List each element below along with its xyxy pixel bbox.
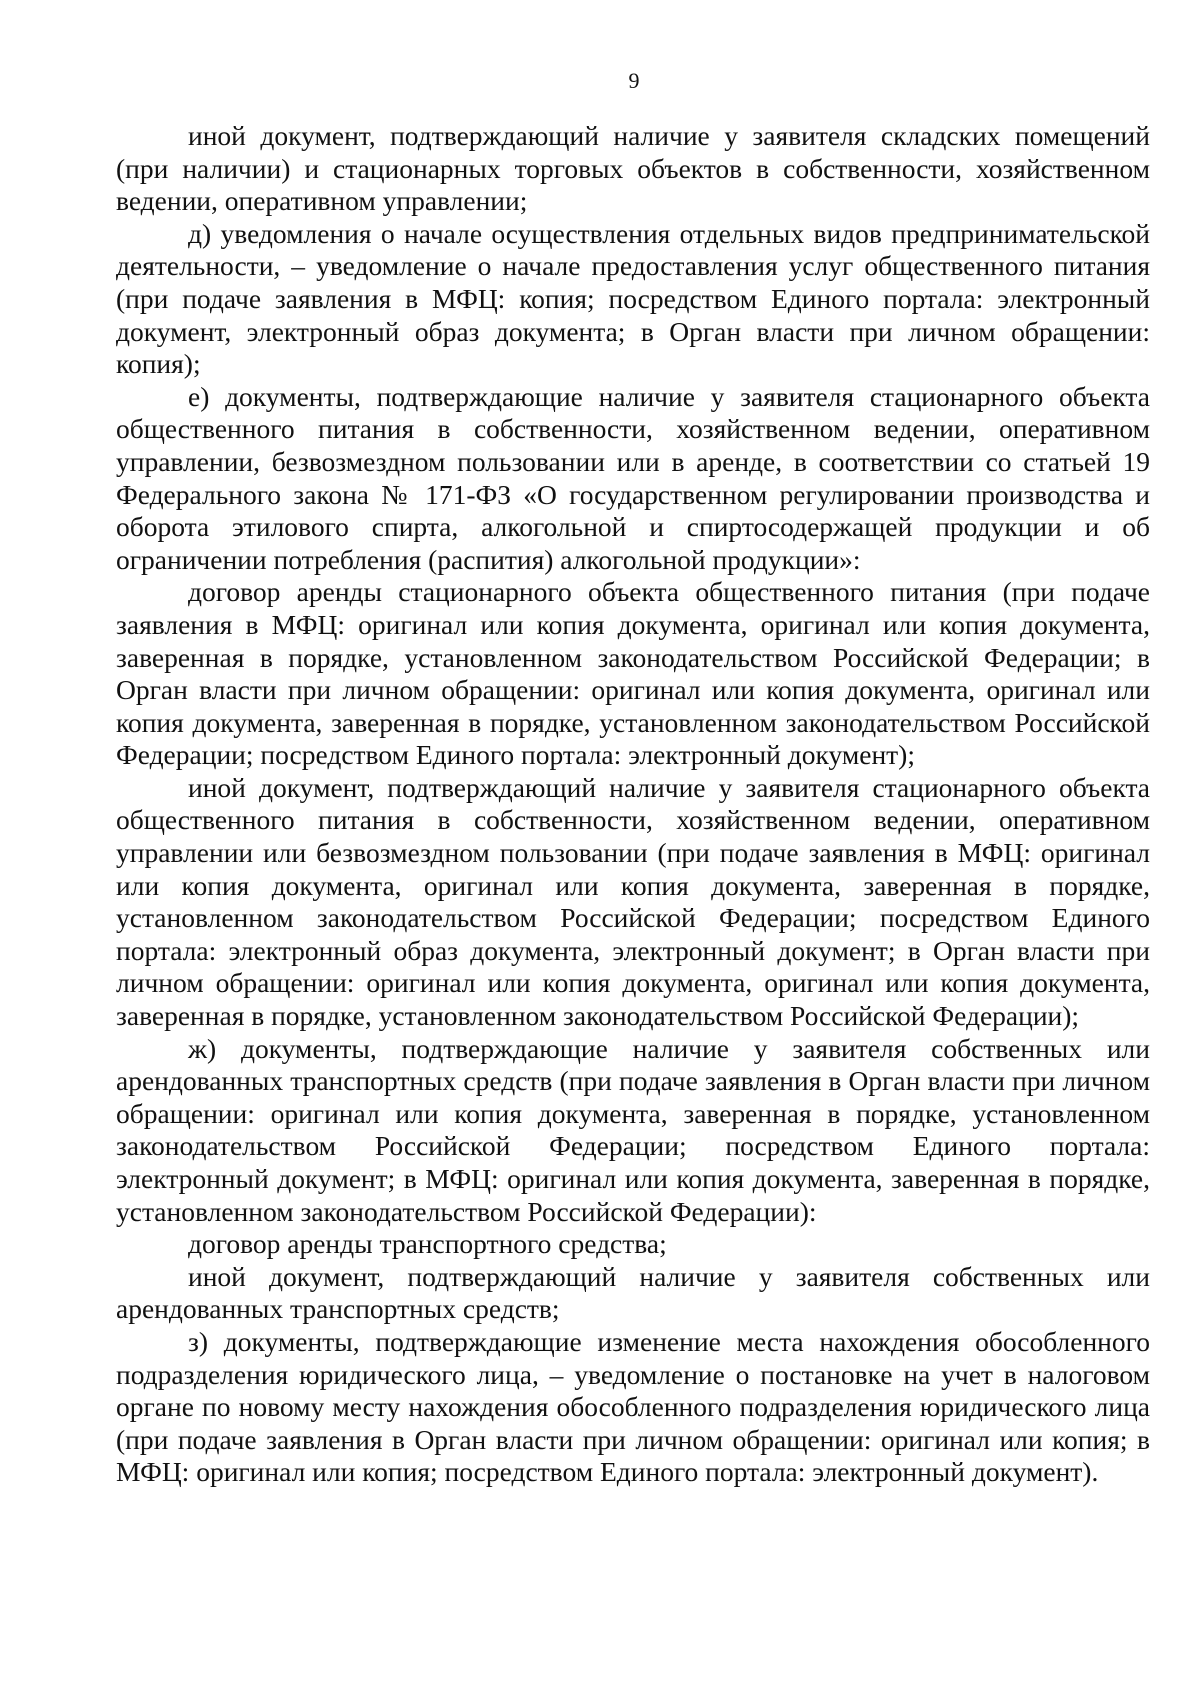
paragraph-item-z: з) документы, подтверждающие изменение места нахождения обособленного подразделения юридического лица, – уведомление о постановке на учет в налоговом органе по новому месту нахождения обособленного подразделения юридического лица (при подаче заявления в Орган власти при личном обращении: оригинал или копия; в МФЦ: оригинал или копия; посредством Единого портала: электронный документ). (116, 1325, 1150, 1488)
paragraph-item-zh: ж) документы, подтверждающие наличие у заявителя собственных или арендованных транспортных средств (при подаче заявления в Орган власти при личном обращении: оригинал или копия документа, заверенная в порядке, установленном законодательством Российской Федерации; посредством Единого портала: электронный документ; в МФЦ: оригинал или копия документа, заверенная в порядке, установленном законодательством Российской Федерации): (116, 1032, 1150, 1227)
paragraph-lease-agreement-catering: договор аренды стационарного объекта общественного питания (при подаче заявления в МФЦ: оригинал или копия документа, оригинал или копия документа, заверенная в порядке, установленном законодательством Российской Федерации; в Орган власти при личном обращении: оригинал или копия документа, оригинал или копия документа, заверенная в порядке, установленном законодательством Российской Федерации; посредством Единого портала: электронный документ); (116, 576, 1150, 771)
paragraph-other-document-catering: иной документ, подтверждающий наличие у заявителя стационарного объекта общественного питания в собственности, хозяйственном ведении, оперативном управлении или безвозмездном пользовании (при подаче заявления в МФЦ: оригинал или копия документа, оригинал или копия документа, заверенная в порядке, установленном законодательством Российской Федерации; посредством Единого портала: электронный образ документа, электронный документ; в Орган власти при личном обращении: оригинал или копия документа, оригинал или копия документа, заверенная в порядке, установленном законодательством Российской Федерации); (116, 771, 1150, 1032)
paragraph-vehicle-lease: договор аренды транспортного средства; (188, 1228, 667, 1260)
paragraph-item-e: е) документы, подтверждающие наличие у заявителя стационарного объекта общественного питания в собственности, хозяйственном ведении, оперативном управлении, безвозмездном пользовании или в аренде, в соответствии со статьей 19 Федерального закона № 171-ФЗ «О государственном регулировании производства и оборота этилового спирта, алкогольной и спиртосодержащей продукции и об ограничении потребления (распития) алкогольной продукции»: (116, 380, 1150, 575)
paragraph-item-d: д) уведомления о начале осуществления отдельных видов предпринимательской деятельности, – уведомление о начале предоставления услуг общественного питания (при подаче заявления в МФЦ: копия; посредством Единого портала: электронный документ, электронный образ документа; в Орган власти при личном обращении: копия); (116, 217, 1150, 380)
page-number: 9 (628, 68, 640, 93)
paragraph-other-document-vehicles: иной документ, подтверждающий наличие у заявителя собственных или арендованных транспортных средств; (116, 1260, 1150, 1325)
document-body (116, 120, 1150, 1489)
paragraph-other-document-warehouse: иной документ, подтверждающий наличие у заявителя складских помещений (при наличии) и стационарных торговых объектов в собственности, хозяйственном ведении, оперативном управлении; (116, 120, 1150, 217)
